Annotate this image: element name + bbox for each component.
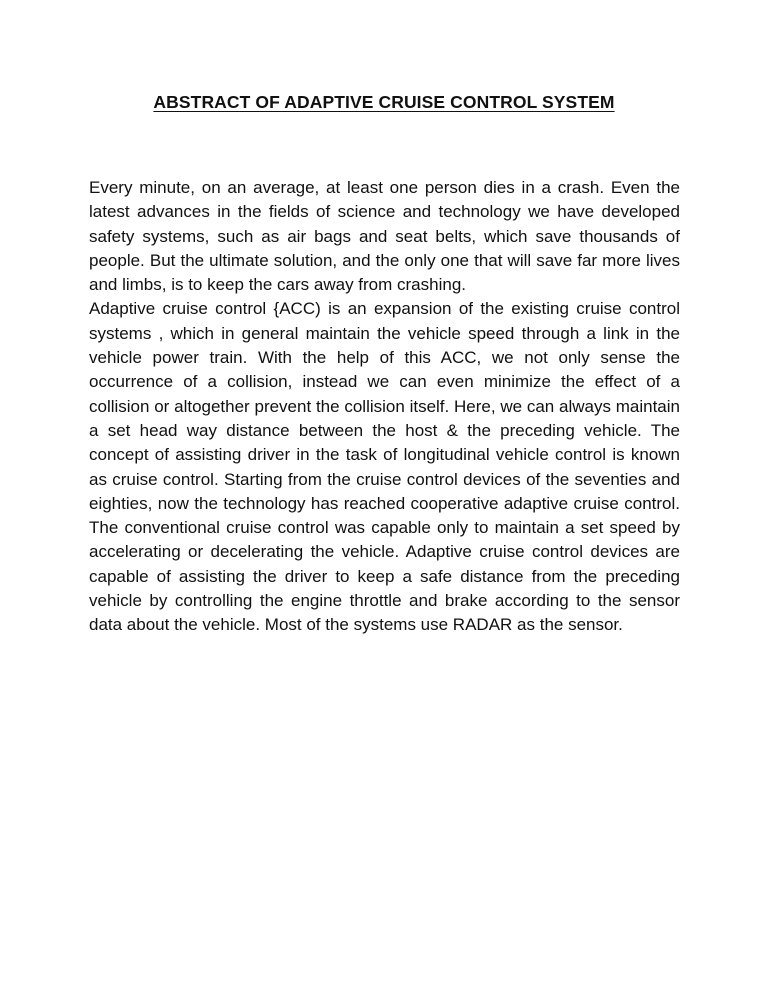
paragraph-acc: Adaptive cruise control {ACC) is an expansion of the existing cruise control systems , which in general maintain the vehicle speed through a link in the vehicle power train. With the help of this ACC, we not only sense the occurrence of a collision, instead we can even minimize the effect of a collision or altogether prevent the collision itself. Here, we can always maintain a set head way distance between the host & the preceding vehicle. The concept of assisting driver in the task of longitudinal vehicle control is known as cruise control. Starting from the cruise control devices of the seventies and eighties, now the technology has reached cooperative adaptive cruise control. The conventional cruise control was capable only to maintain a set speed by accelerating or decelerating the vehicle. Adaptive cruise control devices are capable of assisting the driver to keep a safe distance from the preceding vehicle by controlling the engine throttle and brake according to the sensor data about the vehicle. Most of the systems use RADAR as the sensor. <box>89 299 680 635</box>
paragraph-intro: Every minute, on an average, at least one person dies in a crash. Even the latest advances in the fields of science and technology we have developed safety systems, such as air bags and seat belts, which save thousands of people. But the ultimate solution, and the only one that will save far more lives and limbs, is to keep the cars away from crashing. <box>89 178 680 295</box>
document-title: ABSTRACT OF ADAPTIVE CRUISE CONTROL SYSTEM <box>153 92 615 112</box>
abstract-body <box>89 176 680 638</box>
